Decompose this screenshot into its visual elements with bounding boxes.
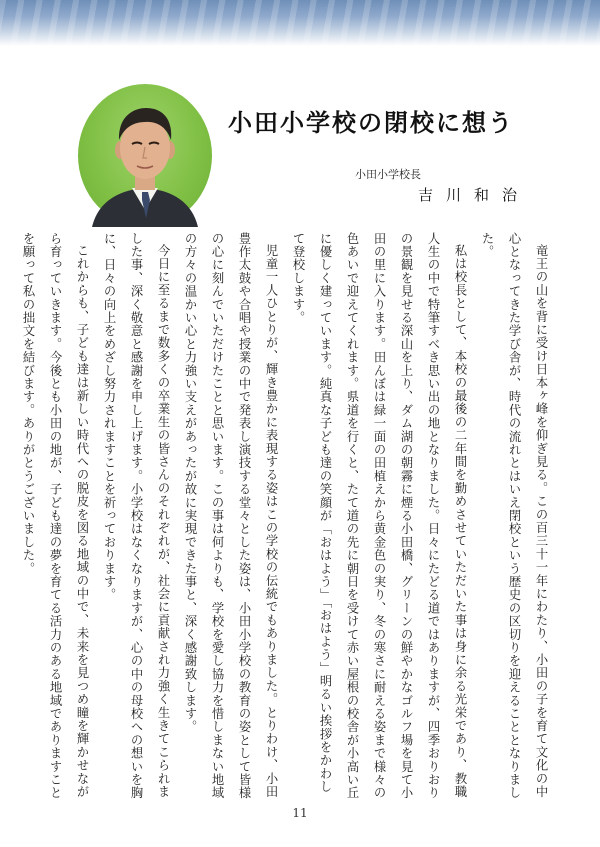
body-paragraph-5: これからも、子ども達は新しい時代への脱皮を図る地域の中で、未来を見つめ瞳を輝かせながら育っていきます。今後とも小田の地が、子ども達の夢を育てる活力のある地域でありますことを願って私の拙文を結びます。ありがとうございました。 — [21, 232, 89, 800]
author-name: 吉川和治 — [418, 186, 531, 204]
article-body — [21, 232, 554, 802]
header-band — [0, 0, 600, 46]
body-paragraph-2: 私は校長として、本校の最後の二年間を勤めさせていただいた事は身に余る光栄であり、教職人生の中で特筆すべき思い出の地となりました。日々にたどる道ではありますが、四季おりおりの景観を見せる深山を上り、ダム湖の朝霧に煙る小田橋、グリーンの鮮やかなゴルフ場を見て小田の里に入ります。田んぼは緑一面の田植えから黄金色の実り、冬の寒さに耐える姿まで様々の色あいで迎えてくれます。県道を行くと、たて道の先に朝日を受けて赤い屋根の校舎が小高い丘に優しく建っています。純真な子ども達の笑顔が「おはよう」「おはよう」明るい挨拶をかわして登校します。 — [291, 232, 467, 800]
author-role: 小田小学校長 — [355, 168, 421, 181]
body-paragraph-3: 児童一人ひとりが、輝き豊かに表現する姿はこの学校の伝統でもありました。とりわけ、小田豊作太鼓や合唱や授業の中で発表し演技する堂々とした姿は、小田小学校の教育の姿として皆様の心に刻んでいただけたことと思います。この事は何よりも、学校を愛し協力を惜しまない地域の方々の温かい心と力強い支えがあったが故に実現できた事と、深く感謝致します。 — [183, 232, 278, 800]
page-number: 11 — [292, 806, 308, 820]
body-paragraph-4: 今日に至るまで数多くの卒業生の皆さんのそれぞれが、社会に貢献され力強く生きてこられました事、深く敬意と感謝を申し上げます。小学校はなくなりますが、心の中の母校への想いを胸に、日々の向上をめざし努力されますことを祈っております。 — [102, 232, 170, 800]
body-paragraph-1: 竜王の山を背に受け日本ヶ峰を仰ぎ見る。この百三十一年にわたり、小田の子を育て文化の中心となってきた学び舎が、時代の流れとはいえ閉校という歴史の区切りを迎えることとなりました。 — [480, 232, 548, 800]
principal-portrait — [78, 84, 212, 227]
portrait-image — [78, 84, 212, 227]
article-title: 小田小学校の閉校に想う — [228, 108, 514, 137]
